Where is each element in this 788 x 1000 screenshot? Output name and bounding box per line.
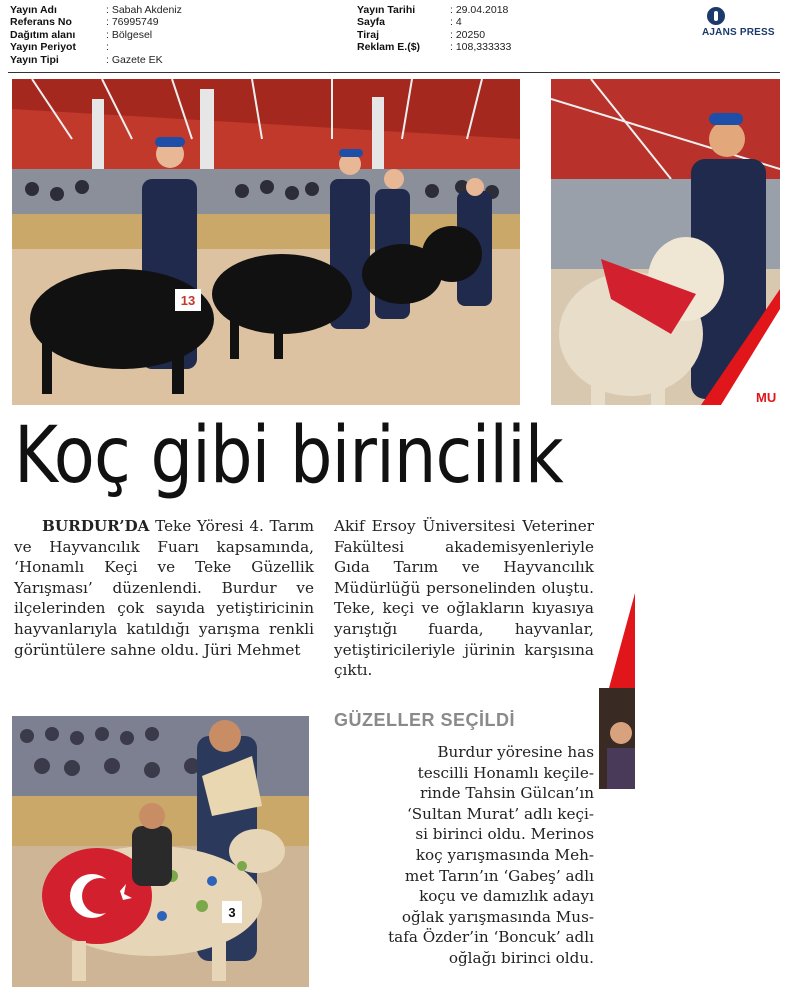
meta-value: : xyxy=(106,41,109,54)
goat-number-tag: 13 xyxy=(180,293,196,308)
meta-value: : Bölgesel xyxy=(106,28,153,41)
meta-key: Yayın Adı xyxy=(10,4,57,16)
column-1-text: Teke Yöresi 4. Tarım ve Hayvancılık Fuarı kapsamında, ‘Honamlı Keçi ve Teke Güzellik Yarışması’ düzenlendi. Burdur ve ilçelerinden çok sayıda yetiştiricinin hayvanlarıyla katıldığı yarışma renkli görüntülere sahne oldu. Jüri Mehmet xyxy=(14,517,314,659)
side-crop-illustration xyxy=(599,593,635,789)
painted-sheep-photo xyxy=(12,716,309,987)
text-line: ‘Sultan Murat’ adlı keçi- xyxy=(406,804,594,823)
meta-row xyxy=(10,4,182,16)
meta-key: Dağıtım alanı xyxy=(10,28,76,41)
article-column-3 xyxy=(334,742,594,969)
meta-value: : 76995749 xyxy=(106,16,159,29)
meta-row xyxy=(357,4,511,16)
meta-value: : Sabah Akdeniz xyxy=(106,4,182,16)
header-divider xyxy=(8,72,780,73)
article-column-1 xyxy=(14,516,314,660)
sheep-photo-illustration xyxy=(551,79,780,405)
text-line: met Tarın’ın ‘Gabeş’ adlı xyxy=(404,866,594,885)
logo-text: AJANS PRESS xyxy=(702,27,775,38)
meta-key: Tiraj xyxy=(357,28,379,41)
meta-value: : 29.04.2018 xyxy=(450,4,509,16)
meta-key: Yayın Tipi xyxy=(10,53,59,66)
text-line: rinde Tahsin Gülcan’ın xyxy=(419,784,594,803)
logo-icon xyxy=(707,7,725,25)
photo-overlay-text: MU xyxy=(756,390,777,405)
text-line: koçu ve damızlık adayı xyxy=(419,887,594,906)
text-line: koç yarışmasında Meh- xyxy=(415,845,594,864)
meta-row xyxy=(357,16,511,28)
meta-key: Reklam E.($) xyxy=(357,41,421,54)
text-line: tafa Özder’in ‘Boncuk’ adlı xyxy=(388,928,594,947)
meta-key: Yayın Periyot xyxy=(10,41,76,54)
section-subheading: GÜZELLER SEÇİLDİ xyxy=(334,710,516,730)
meta-value: : 20250 xyxy=(450,28,486,41)
goat-competition-photo xyxy=(12,79,520,405)
meta-value: : 4 xyxy=(450,16,462,29)
text-line: oğlak yarışmasında Mus- xyxy=(401,907,594,926)
ajans-press-logo xyxy=(702,7,780,41)
sheep-winner-photo xyxy=(551,79,780,405)
publication-meta-right xyxy=(357,4,511,54)
meta-key: Sayfa xyxy=(357,16,386,29)
meta-row xyxy=(10,41,182,53)
meta-key: Yayın Tarihi xyxy=(357,4,416,16)
publication-meta-left xyxy=(10,4,182,66)
meta-value: : Gazete EK xyxy=(106,53,163,66)
text-line: tescilli Honamlı keçile- xyxy=(417,763,594,782)
text-line: Burdur yöresine has xyxy=(437,743,594,761)
text-line: si birinci oldu. Merinos xyxy=(415,825,594,844)
meta-key: Referans No xyxy=(10,16,72,29)
meta-row xyxy=(10,54,182,66)
goat-photo-illustration xyxy=(12,79,520,405)
article-column-2: Akif Ersoy Üniversitesi Veteriner Fakültesi akademisyenleriyle Gıda Tarım ve Hayvancılık Müdürlüğü personelinden oluştu. Teke, keçi ve oğlakların kıyasıya yarıştığı fuarda, hayvanlar, yetiştiricileriyle jürinin karşısına çıktı. xyxy=(334,517,594,680)
text-line: oğlağı birinci oldu. xyxy=(448,948,594,967)
meta-row xyxy=(10,16,182,28)
painted-sheep-illustration xyxy=(12,716,309,987)
sheep-number-tag: 3 xyxy=(228,905,236,920)
meta-row xyxy=(357,29,511,41)
side-crop-photo xyxy=(599,593,635,789)
lead-in: BURDUR’DA xyxy=(42,517,150,535)
meta-row xyxy=(357,41,511,53)
article-headline: Koç gibi birincilik xyxy=(14,411,563,501)
meta-row xyxy=(10,29,182,41)
meta-value: : 108,333333 xyxy=(450,41,512,54)
